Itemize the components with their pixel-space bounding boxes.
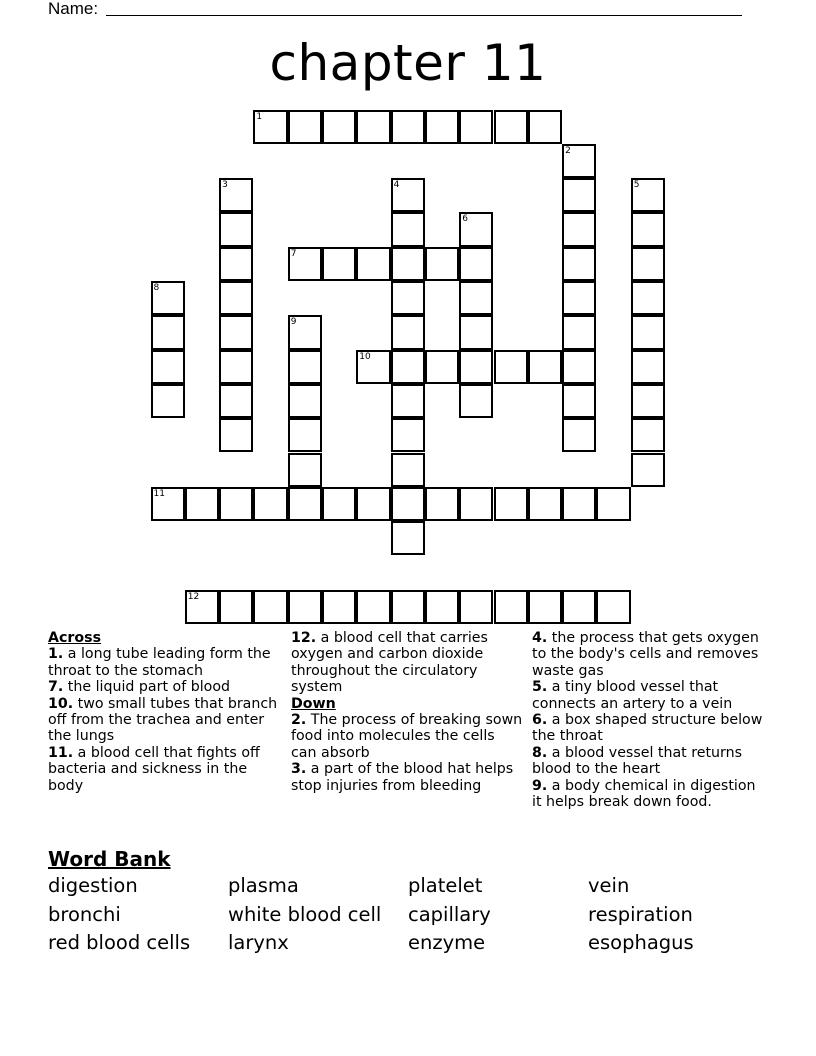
crossword-cell[interactable] — [151, 350, 185, 384]
crossword-cell[interactable] — [151, 487, 185, 521]
clue-text: a blood cell that fights off bacteria and sickness in the body — [48, 744, 260, 794]
crossword-cell[interactable] — [185, 487, 219, 521]
crossword-cell[interactable] — [253, 110, 287, 144]
crossword-cell[interactable] — [631, 247, 665, 281]
crossword-cell[interactable] — [219, 384, 253, 418]
clue-number: 3. — [291, 761, 307, 778]
crossword-cell[interactable] — [151, 315, 185, 349]
crossword-cell[interactable] — [425, 590, 459, 624]
crossword-cell[interactable] — [391, 281, 425, 315]
clue-text: a box shaped structure below the throat — [532, 712, 763, 745]
clue-number: 1. — [48, 646, 64, 663]
clue-number-label: 6 — [462, 214, 468, 225]
clue-across-10 — [48, 696, 280, 745]
clue-number-label: 10 — [359, 351, 371, 362]
clue-number-label: 7 — [290, 248, 297, 259]
crossword-cell[interactable] — [356, 487, 390, 521]
crossword-cell[interactable] — [219, 281, 253, 315]
crossword-cell[interactable] — [528, 590, 562, 624]
crossword-cell[interactable] — [425, 487, 459, 521]
name-label: Name: — [48, 0, 99, 18]
clue-number-label: 5 — [633, 180, 640, 191]
crossword-cell[interactable] — [562, 212, 596, 246]
clue-number-label: 12 — [187, 591, 200, 602]
crossword-cell[interactable] — [322, 110, 356, 144]
clue-number: 11. — [48, 744, 74, 761]
clue-down-8 — [532, 745, 764, 778]
clue-across-11 — [48, 745, 280, 794]
crossword-cell[interactable] — [288, 110, 322, 144]
crossword-cell[interactable] — [288, 350, 322, 384]
crossword-cell[interactable] — [459, 315, 493, 349]
crossword-cell[interactable] — [631, 418, 665, 452]
clue-number-label: 1 — [256, 111, 263, 122]
crossword-cell[interactable] — [288, 384, 322, 418]
crossword-cell[interactable] — [494, 350, 528, 384]
crossword-cell[interactable] — [288, 487, 322, 521]
clue-text: a long tube leading form the throat to the stomach — [48, 646, 271, 679]
across-heading: Across — [48, 630, 102, 646]
clue-across-1 — [48, 646, 280, 679]
crossword-cell[interactable] — [356, 110, 390, 144]
crossword-cell[interactable] — [494, 590, 528, 624]
crossword-cell[interactable] — [596, 590, 630, 624]
crossword-cell[interactable] — [356, 350, 390, 384]
clue-down-2 — [291, 712, 523, 761]
down-heading: Down — [291, 695, 336, 712]
clue-number-label: 4 — [393, 180, 400, 191]
clue-number-label: 8 — [153, 283, 160, 293]
clue-number: 6. — [532, 712, 548, 729]
crossword-cell[interactable] — [219, 590, 253, 624]
crossword-cell[interactable] — [219, 247, 253, 281]
crossword-cell[interactable] — [391, 178, 425, 212]
crossword-cell[interactable] — [528, 350, 562, 384]
clue-number: 4. — [532, 630, 548, 646]
word-bank-item: larynx — [228, 931, 289, 954]
crossword-cell[interactable] — [288, 453, 322, 487]
crossword-cell[interactable] — [562, 144, 596, 178]
clue-down-5 — [532, 679, 764, 712]
crossword-cell[interactable] — [391, 521, 425, 555]
word-bank-item: enzyme — [408, 931, 486, 954]
clue-down-4 — [532, 630, 764, 679]
crossword-cell[interactable] — [425, 350, 459, 384]
crossword-cell[interactable] — [219, 487, 253, 521]
crossword-cell[interactable] — [425, 110, 459, 144]
clue-number-label: 9 — [290, 317, 297, 328]
crossword-cell[interactable] — [185, 590, 219, 624]
word-bank-item: red blood cells — [48, 931, 191, 954]
crossword-cell[interactable] — [151, 281, 185, 315]
clue-across-7 — [48, 679, 280, 695]
crossword-cell[interactable] — [631, 350, 665, 384]
clue-text: a part of the blood hat helps stop injuries from bleeding — [291, 761, 514, 794]
crossword-cell[interactable] — [459, 212, 493, 246]
crossword-cell[interactable] — [219, 350, 253, 384]
word-bank-item: platelet — [408, 874, 483, 897]
clue-number: 2. — [291, 712, 307, 729]
crossword-cell[interactable] — [391, 212, 425, 246]
crossword-cell[interactable] — [391, 384, 425, 418]
crossword-cell[interactable] — [562, 350, 596, 384]
crossword-cell[interactable] — [288, 315, 322, 349]
crossword-cell[interactable] — [288, 590, 322, 624]
crossword-cell[interactable] — [459, 281, 493, 315]
clue-number: 7. — [48, 679, 64, 696]
crossword-cell[interactable] — [253, 590, 287, 624]
page-title: chapter 11 — [269, 34, 547, 92]
crossword-cell[interactable] — [562, 178, 596, 212]
crossword-cell[interactable] — [459, 350, 493, 384]
crossword-cell[interactable] — [562, 590, 596, 624]
crossword-cell[interactable] — [459, 487, 493, 521]
crossword-cell[interactable] — [391, 453, 425, 487]
crossword-cell[interactable] — [288, 418, 322, 452]
crossword-cell[interactable] — [562, 315, 596, 349]
crossword-cell[interactable] — [322, 487, 356, 521]
clue-text: a body chemical in digestion it helps break down food. — [532, 777, 756, 811]
word-bank-item: capillary — [408, 902, 491, 926]
crossword-cell[interactable] — [391, 110, 425, 144]
word-bank-item: plasma — [228, 874, 299, 897]
clue-text: a blood vessel that returns blood to the heart — [532, 744, 742, 778]
clue-text: the liquid part of blood — [63, 679, 231, 696]
crossword-cell[interactable] — [322, 247, 356, 281]
word-bank-item: white blood cell — [228, 902, 382, 926]
clue-down-6 — [532, 712, 764, 745]
crossword-cell[interactable] — [631, 178, 665, 212]
crossword-cell[interactable] — [391, 487, 425, 521]
crossword-cell[interactable] — [356, 247, 390, 281]
crossword-cell[interactable] — [391, 350, 425, 384]
clues-column-2 — [291, 630, 523, 794]
crossword-cell[interactable] — [391, 247, 425, 281]
clue-text: a tiny blood vessel that connects an artery to a vein — [532, 679, 733, 712]
crossword-cell[interactable] — [562, 281, 596, 315]
crossword-cell[interactable] — [631, 384, 665, 418]
crossword-cell[interactable] — [219, 178, 253, 212]
crossword-cell[interactable] — [631, 281, 665, 315]
crossword-cell[interactable] — [253, 487, 287, 521]
crossword-cell[interactable] — [219, 212, 253, 246]
crossword-cell[interactable] — [151, 384, 185, 418]
clue-number-label: 3 — [222, 180, 228, 191]
clue-number: 10. — [48, 695, 74, 712]
crossword-cell[interactable] — [459, 384, 493, 418]
clues-column-3 — [532, 630, 764, 810]
clue-across-12 — [291, 630, 523, 696]
crossword-cell[interactable] — [219, 418, 253, 452]
crossword-cell[interactable] — [528, 110, 562, 144]
crossword-cell[interactable] — [528, 487, 562, 521]
word-bank-item: bronchi — [48, 902, 121, 926]
crossword-cell[interactable] — [391, 418, 425, 452]
crossword-cell[interactable] — [562, 487, 596, 521]
crossword-cell[interactable] — [288, 247, 322, 281]
clue-text: the process that gets oxygen to the body's cells and removes waste gas — [532, 630, 759, 679]
clue-number-label: 11 — [153, 488, 165, 499]
crossword-cell[interactable] — [562, 384, 596, 418]
clue-down-3 — [291, 761, 523, 794]
clue-number: 12. — [291, 630, 317, 646]
crossword-cell[interactable] — [562, 247, 596, 281]
crossword-cell[interactable] — [631, 453, 665, 487]
clue-text: The process of breaking sown food into molecules the cells can absorb — [291, 712, 523, 761]
word-bank-item: respiration — [588, 902, 693, 926]
crossword-cell[interactable] — [494, 487, 528, 521]
crossword-cell[interactable] — [425, 247, 459, 281]
word-bank-title: Word Bank — [48, 847, 171, 871]
crossword-cell[interactable] — [494, 110, 528, 144]
word-bank — [48, 846, 694, 954]
crossword-cell[interactable] — [459, 110, 493, 144]
crossword-cell[interactable] — [391, 315, 425, 349]
crossword-cell[interactable] — [322, 590, 356, 624]
crossword-cell[interactable] — [631, 212, 665, 246]
crossword-cell[interactable] — [459, 247, 493, 281]
clue-number: 9. — [532, 777, 548, 794]
clue-number-label: 2 — [565, 145, 571, 156]
crossword-cell[interactable] — [219, 315, 253, 349]
word-bank-item: esophagus — [588, 931, 694, 954]
clue-number: 8. — [532, 744, 548, 761]
clue-number: 5. — [532, 679, 548, 696]
crossword-cell[interactable] — [356, 590, 390, 624]
crossword-cell[interactable] — [596, 487, 630, 521]
word-bank-item: digestion — [48, 874, 138, 897]
clue-down-9 — [532, 778, 764, 811]
clues-column-1 — [48, 630, 280, 794]
clue-text: a blood cell that carries oxygen and carbon dioxide throughout the circulatory system — [291, 630, 488, 696]
clue-text: two small tubes that branch off from the trachea and enter the lungs — [48, 695, 278, 745]
crossword-cell[interactable] — [562, 418, 596, 452]
crossword-cell[interactable] — [631, 315, 665, 349]
crossword-cell[interactable] — [391, 590, 425, 624]
word-bank-item: vein — [588, 874, 630, 897]
crossword-cell[interactable] — [459, 590, 493, 624]
